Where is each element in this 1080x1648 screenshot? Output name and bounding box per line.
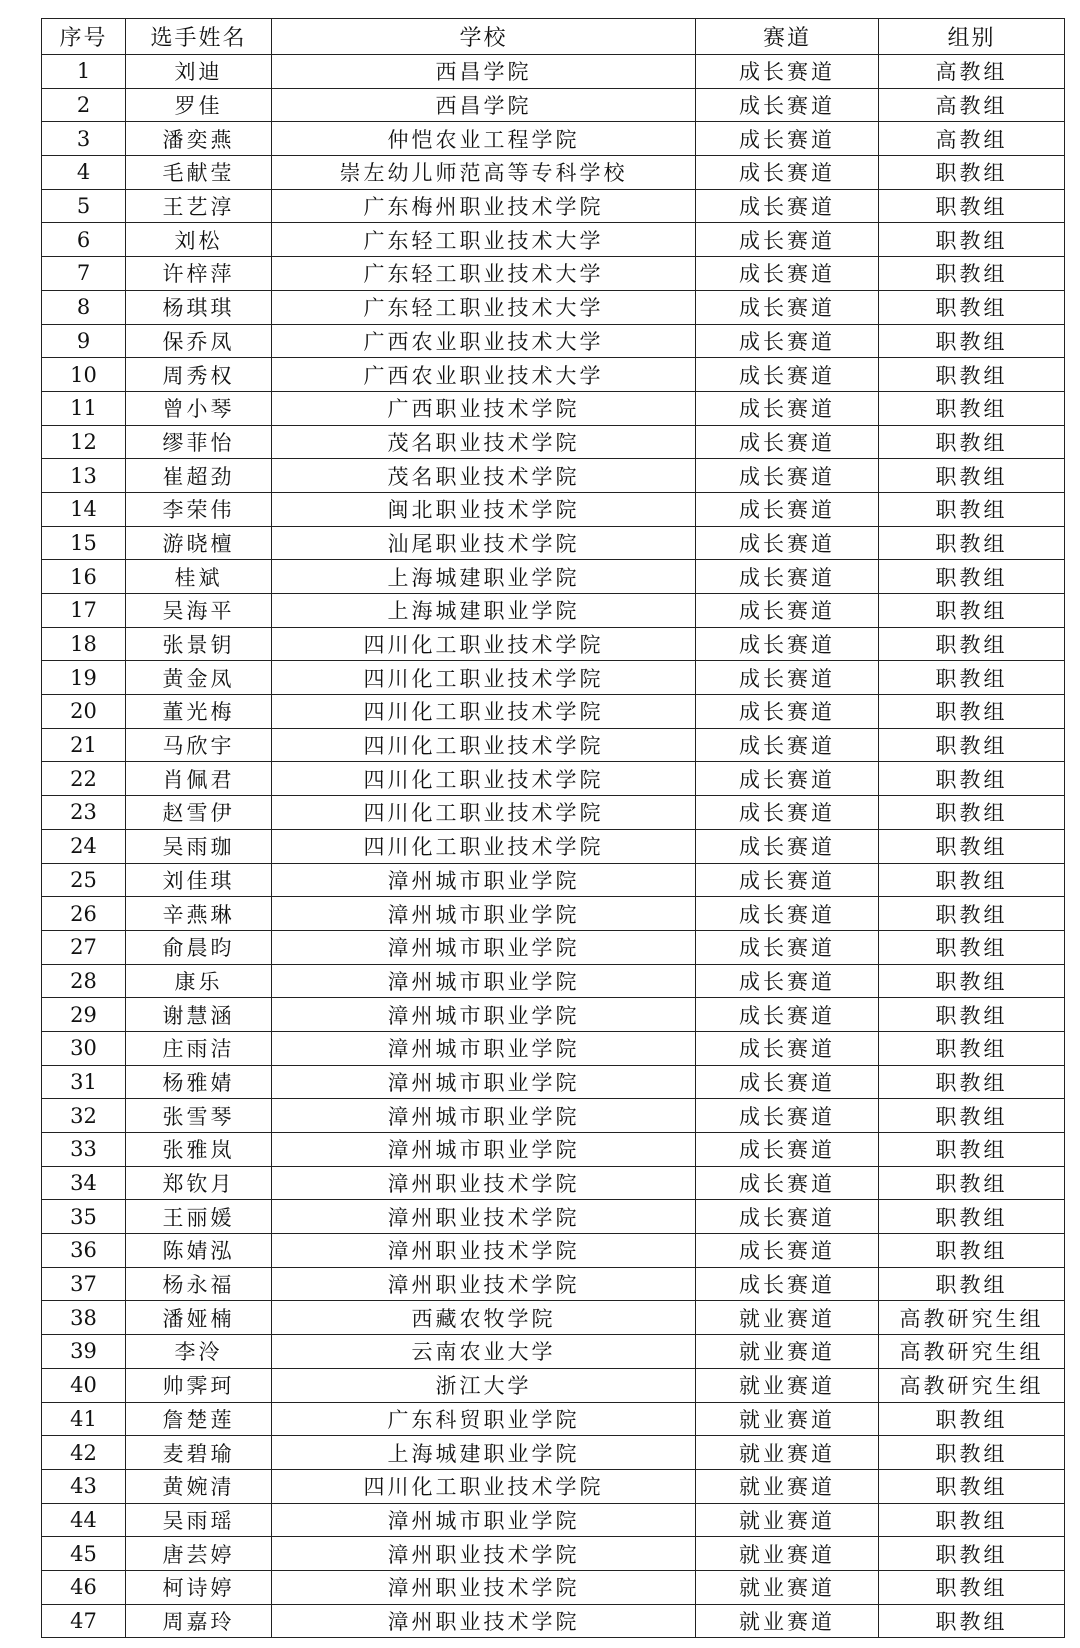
table-row: [42, 863, 1065, 897]
cell-school: 四川化工职业技术学院: [272, 1469, 696, 1503]
cell-track: 就业赛道: [696, 1402, 879, 1436]
table-row: [42, 1166, 1065, 1200]
cell-index: 25: [42, 863, 126, 897]
cell-index: 30: [42, 1031, 126, 1065]
cell-track: 就业赛道: [696, 1368, 879, 1402]
cell-index: 27: [42, 930, 126, 964]
table-row: [42, 560, 1065, 594]
cell-group: 职教组: [879, 796, 1065, 830]
cell-name: 赵雪伊: [126, 796, 272, 830]
cell-school: 漳州城市职业学院: [272, 998, 696, 1032]
cell-group: 职教组: [879, 156, 1065, 190]
cell-group: 职教组: [879, 661, 1065, 695]
cell-index: 39: [42, 1335, 126, 1369]
table-row: [42, 897, 1065, 931]
cell-track: 成长赛道: [696, 1267, 879, 1301]
cell-index: 1: [42, 55, 126, 89]
cell-group: 职教组: [879, 1570, 1065, 1604]
cell-name: 刘佳琪: [126, 863, 272, 897]
cell-index: 31: [42, 1065, 126, 1099]
cell-group: 职教组: [879, 930, 1065, 964]
cell-group: 职教组: [879, 324, 1065, 358]
table-row: [42, 661, 1065, 695]
cell-group: 职教组: [879, 1200, 1065, 1234]
cell-school: 广西农业职业技术大学: [272, 324, 696, 358]
table-row: [42, 796, 1065, 830]
cell-school: 四川化工职业技术学院: [272, 728, 696, 762]
cell-name: 帅霁珂: [126, 1368, 272, 1402]
cell-track: 就业赛道: [696, 1570, 879, 1604]
cell-track: 就业赛道: [696, 1503, 879, 1537]
cell-name: 王丽媛: [126, 1200, 272, 1234]
table-row: [42, 1200, 1065, 1234]
cell-track: 就业赛道: [696, 1335, 879, 1369]
table-row: [42, 425, 1065, 459]
cell-index: 24: [42, 829, 126, 863]
table-row: [42, 324, 1065, 358]
cell-index: 5: [42, 189, 126, 223]
cell-index: 34: [42, 1166, 126, 1200]
table-row: [42, 1099, 1065, 1133]
cell-track: 成长赛道: [696, 358, 879, 392]
cell-group: 职教组: [879, 391, 1065, 425]
cell-school: 漳州城市职业学院: [272, 964, 696, 998]
cell-school: 漳州职业技术学院: [272, 1234, 696, 1268]
cell-track: 成长赛道: [696, 863, 879, 897]
cell-name: 张雪琴: [126, 1099, 272, 1133]
cell-group: 高教研究生组: [879, 1301, 1065, 1335]
cell-group: 职教组: [879, 897, 1065, 931]
cell-school: 仲恺农业工程学院: [272, 122, 696, 156]
cell-school: 广西职业技术学院: [272, 391, 696, 425]
cell-name: 吴海平: [126, 594, 272, 628]
cell-group: 职教组: [879, 594, 1065, 628]
cell-name: 张雅岚: [126, 1133, 272, 1167]
cell-name: 郑钦月: [126, 1166, 272, 1200]
cell-group: 职教组: [879, 728, 1065, 762]
cell-school: 四川化工职业技术学院: [272, 829, 696, 863]
cell-name: 毛献莹: [126, 156, 272, 190]
cell-school: 崇左幼儿师范高等专科学校: [272, 156, 696, 190]
table-row: [42, 88, 1065, 122]
cell-name: 肖佩君: [126, 762, 272, 796]
cell-index: 42: [42, 1436, 126, 1470]
cell-track: 成长赛道: [696, 290, 879, 324]
cell-group: 职教组: [879, 863, 1065, 897]
cell-index: 44: [42, 1503, 126, 1537]
header-name: 选手姓名: [126, 19, 272, 55]
cell-index: 43: [42, 1469, 126, 1503]
cell-school: 西昌学院: [272, 55, 696, 89]
table-row: [42, 391, 1065, 425]
cell-name: 保乔凤: [126, 324, 272, 358]
cell-school: 四川化工职业技术学院: [272, 627, 696, 661]
cell-group: 职教组: [879, 1537, 1065, 1571]
cell-index: 2: [42, 88, 126, 122]
header-school: 学校: [272, 19, 696, 55]
cell-school: 四川化工职业技术学院: [272, 695, 696, 729]
cell-name: 李泠: [126, 1335, 272, 1369]
cell-group: 职教组: [879, 1166, 1065, 1200]
cell-group: 职教组: [879, 627, 1065, 661]
cell-group: 职教组: [879, 1031, 1065, 1065]
cell-index: 6: [42, 223, 126, 257]
cell-school: 茂名职业技术学院: [272, 459, 696, 493]
cell-school: 漳州城市职业学院: [272, 1133, 696, 1167]
cell-school: 广东科贸职业学院: [272, 1402, 696, 1436]
table-row: [42, 728, 1065, 762]
cell-school: 漳州职业技术学院: [272, 1166, 696, 1200]
cell-index: 4: [42, 156, 126, 190]
cell-school: 漳州城市职业学院: [272, 1065, 696, 1099]
cell-track: 成长赛道: [696, 122, 879, 156]
cell-school: 漳州城市职业学院: [272, 1503, 696, 1537]
table-row: [42, 1604, 1065, 1638]
cell-name: 许梓萍: [126, 257, 272, 291]
cell-name: 董光梅: [126, 695, 272, 729]
cell-track: 成长赛道: [696, 55, 879, 89]
cell-name: 罗佳: [126, 88, 272, 122]
cell-group: 职教组: [879, 695, 1065, 729]
cell-group: 职教组: [879, 358, 1065, 392]
cell-track: 成长赛道: [696, 88, 879, 122]
cell-track: 成长赛道: [696, 189, 879, 223]
header-group: 组别: [879, 19, 1065, 55]
table-row: [42, 122, 1065, 156]
cell-group: 职教组: [879, 762, 1065, 796]
cell-school: 广东梅州职业技术学院: [272, 189, 696, 223]
cell-school: 漳州城市职业学院: [272, 1099, 696, 1133]
cell-index: 21: [42, 728, 126, 762]
table-row: [42, 526, 1065, 560]
cell-index: 38: [42, 1301, 126, 1335]
cell-name: 俞晨昀: [126, 930, 272, 964]
cell-track: 成长赛道: [696, 1099, 879, 1133]
cell-group: 职教组: [879, 189, 1065, 223]
cell-track: 成长赛道: [696, 661, 879, 695]
cell-track: 成长赛道: [696, 1065, 879, 1099]
cell-school: 广西农业职业技术大学: [272, 358, 696, 392]
cell-name: 陈婧泓: [126, 1234, 272, 1268]
cell-school: 漳州职业技术学院: [272, 1267, 696, 1301]
cell-track: 成长赛道: [696, 257, 879, 291]
cell-school: 漳州职业技术学院: [272, 1200, 696, 1234]
cell-track: 成长赛道: [696, 526, 879, 560]
table-row: [42, 1065, 1065, 1099]
table-row: [42, 964, 1065, 998]
table-row: [42, 1402, 1065, 1436]
cell-school: 上海城建职业学院: [272, 1436, 696, 1470]
cell-index: 23: [42, 796, 126, 830]
cell-name: 辛燕琳: [126, 897, 272, 931]
cell-school: 云南农业大学: [272, 1335, 696, 1369]
table-row: [42, 492, 1065, 526]
table-row: [42, 223, 1065, 257]
cell-school: 闽北职业技术学院: [272, 492, 696, 526]
cell-track: 成长赛道: [696, 1166, 879, 1200]
cell-index: 9: [42, 324, 126, 358]
cell-track: 成长赛道: [696, 391, 879, 425]
cell-index: 40: [42, 1368, 126, 1402]
cell-index: 20: [42, 695, 126, 729]
cell-index: 16: [42, 560, 126, 594]
cell-index: 14: [42, 492, 126, 526]
cell-school: 漳州职业技术学院: [272, 1570, 696, 1604]
table-row: [42, 1234, 1065, 1268]
cell-track: 成长赛道: [696, 156, 879, 190]
cell-index: 3: [42, 122, 126, 156]
cell-school: 上海城建职业学院: [272, 594, 696, 628]
cell-group: 高教组: [879, 55, 1065, 89]
cell-name: 张景钥: [126, 627, 272, 661]
cell-index: 28: [42, 964, 126, 998]
cell-group: 职教组: [879, 1267, 1065, 1301]
table-row: [42, 762, 1065, 796]
cell-name: 麦碧瑜: [126, 1436, 272, 1470]
table-row: [42, 1301, 1065, 1335]
cell-track: 成长赛道: [696, 829, 879, 863]
cell-track: 成长赛道: [696, 459, 879, 493]
cell-track: 成长赛道: [696, 425, 879, 459]
cell-index: 19: [42, 661, 126, 695]
cell-school: 广东轻工职业技术大学: [272, 223, 696, 257]
table-row: [42, 829, 1065, 863]
cell-track: 就业赛道: [696, 1469, 879, 1503]
cell-track: 成长赛道: [696, 930, 879, 964]
cell-track: 成长赛道: [696, 492, 879, 526]
table-row: [42, 930, 1065, 964]
cell-name: 杨琪琪: [126, 290, 272, 324]
table-row: [42, 695, 1065, 729]
cell-track: 成长赛道: [696, 1200, 879, 1234]
cell-index: 10: [42, 358, 126, 392]
cell-group: 职教组: [879, 1469, 1065, 1503]
table-row: [42, 1133, 1065, 1167]
cell-track: 就业赛道: [696, 1301, 879, 1335]
cell-index: 26: [42, 897, 126, 931]
cell-group: 职教组: [879, 829, 1065, 863]
cell-track: 就业赛道: [696, 1537, 879, 1571]
cell-index: 41: [42, 1402, 126, 1436]
cell-school: 广东轻工职业技术大学: [272, 257, 696, 291]
cell-index: 45: [42, 1537, 126, 1571]
cell-index: 33: [42, 1133, 126, 1167]
cell-group: 职教组: [879, 560, 1065, 594]
table-row: [42, 1469, 1065, 1503]
header-row: [42, 19, 1065, 55]
cell-track: 成长赛道: [696, 964, 879, 998]
table-row: [42, 1335, 1065, 1369]
cell-group: 职教组: [879, 964, 1065, 998]
cell-index: 32: [42, 1099, 126, 1133]
cell-index: 46: [42, 1570, 126, 1604]
cell-index: 7: [42, 257, 126, 291]
cell-index: 15: [42, 526, 126, 560]
cell-track: 成长赛道: [696, 762, 879, 796]
table-row: [42, 1368, 1065, 1402]
document-page: [41, 18, 1064, 1638]
cell-school: 漳州城市职业学院: [272, 863, 696, 897]
cell-name: 曾小琴: [126, 391, 272, 425]
cell-school: 茂名职业技术学院: [272, 425, 696, 459]
table-row: [42, 1503, 1065, 1537]
table-row: [42, 1436, 1065, 1470]
cell-group: 职教组: [879, 526, 1065, 560]
cell-name: 潘娅楠: [126, 1301, 272, 1335]
cell-track: 成长赛道: [696, 627, 879, 661]
cell-group: 职教组: [879, 1065, 1065, 1099]
cell-group: 职教组: [879, 1503, 1065, 1537]
cell-school: 广东轻工职业技术大学: [272, 290, 696, 324]
table-header: [42, 19, 1065, 55]
table-row: [42, 627, 1065, 661]
cell-track: 成长赛道: [696, 594, 879, 628]
cell-school: 上海城建职业学院: [272, 560, 696, 594]
cell-index: 11: [42, 391, 126, 425]
cell-index: 36: [42, 1234, 126, 1268]
cell-track: 成长赛道: [696, 796, 879, 830]
cell-group: 职教组: [879, 1436, 1065, 1470]
cell-group: 高教研究生组: [879, 1368, 1065, 1402]
table-row: [42, 290, 1065, 324]
cell-group: 高教组: [879, 88, 1065, 122]
cell-index: 22: [42, 762, 126, 796]
table-row: [42, 594, 1065, 628]
cell-group: 职教组: [879, 1604, 1065, 1638]
cell-name: 王艺淳: [126, 189, 272, 223]
cell-track: 成长赛道: [696, 998, 879, 1032]
cell-track: 成长赛道: [696, 728, 879, 762]
cell-track: 成长赛道: [696, 695, 879, 729]
cell-name: 唐芸婷: [126, 1537, 272, 1571]
cell-school: 漳州职业技术学院: [272, 1604, 696, 1638]
cell-track: 成长赛道: [696, 560, 879, 594]
cell-school: 西昌学院: [272, 88, 696, 122]
cell-school: 漳州职业技术学院: [272, 1537, 696, 1571]
cell-group: 职教组: [879, 459, 1065, 493]
table-row: [42, 459, 1065, 493]
cell-school: 漳州城市职业学院: [272, 930, 696, 964]
cell-track: 成长赛道: [696, 1234, 879, 1268]
table-row: [42, 189, 1065, 223]
cell-index: 29: [42, 998, 126, 1032]
cell-index: 13: [42, 459, 126, 493]
cell-name: 缪菲怡: [126, 425, 272, 459]
cell-group: 职教组: [879, 223, 1065, 257]
cell-school: 汕尾职业技术学院: [272, 526, 696, 560]
cell-name: 刘迪: [126, 55, 272, 89]
header-track: 赛道: [696, 19, 879, 55]
cell-group: 职教组: [879, 1234, 1065, 1268]
cell-group: 高教组: [879, 122, 1065, 156]
table-row: [42, 1031, 1065, 1065]
cell-name: 杨雅婧: [126, 1065, 272, 1099]
cell-track: 就业赛道: [696, 1436, 879, 1470]
cell-school: 四川化工职业技术学院: [272, 796, 696, 830]
cell-group: 职教组: [879, 492, 1065, 526]
table-body: [42, 55, 1065, 1638]
table-row: [42, 358, 1065, 392]
cell-index: 18: [42, 627, 126, 661]
cell-track: 成长赛道: [696, 1133, 879, 1167]
cell-index: 17: [42, 594, 126, 628]
cell-school: 漳州城市职业学院: [272, 1031, 696, 1065]
cell-name: 潘奕燕: [126, 122, 272, 156]
cell-name: 谢慧涵: [126, 998, 272, 1032]
cell-school: 西藏农牧学院: [272, 1301, 696, 1335]
cell-index: 47: [42, 1604, 126, 1638]
cell-name: 游晓檀: [126, 526, 272, 560]
table-row: [42, 55, 1065, 89]
cell-name: 黄婉清: [126, 1469, 272, 1503]
cell-group: 职教组: [879, 998, 1065, 1032]
cell-name: 詹楚莲: [126, 1402, 272, 1436]
cell-name: 康乐: [126, 964, 272, 998]
table-row: [42, 156, 1065, 190]
cell-name: 马欣宇: [126, 728, 272, 762]
table-row: [42, 1570, 1065, 1604]
cell-group: 职教组: [879, 1099, 1065, 1133]
cell-name: 李荣伟: [126, 492, 272, 526]
cell-name: 柯诗婷: [126, 1570, 272, 1604]
cell-group: 职教组: [879, 290, 1065, 324]
cell-index: 37: [42, 1267, 126, 1301]
table-row: [42, 1267, 1065, 1301]
cell-name: 周嘉玲: [126, 1604, 272, 1638]
cell-name: 崔超劲: [126, 459, 272, 493]
cell-group: 职教组: [879, 1133, 1065, 1167]
cell-group: 职教组: [879, 425, 1065, 459]
cell-school: 四川化工职业技术学院: [272, 762, 696, 796]
cell-name: 刘松: [126, 223, 272, 257]
cell-track: 就业赛道: [696, 1604, 879, 1638]
cell-index: 8: [42, 290, 126, 324]
cell-group: 职教组: [879, 257, 1065, 291]
table-row: [42, 257, 1065, 291]
cell-name: 吴雨珈: [126, 829, 272, 863]
cell-school: 四川化工职业技术学院: [272, 661, 696, 695]
cell-school: 浙江大学: [272, 1368, 696, 1402]
table-row: [42, 998, 1065, 1032]
cell-name: 桂斌: [126, 560, 272, 594]
cell-index: 12: [42, 425, 126, 459]
cell-track: 成长赛道: [696, 223, 879, 257]
table-row: [42, 1537, 1065, 1571]
cell-name: 周秀权: [126, 358, 272, 392]
cell-group: 职教组: [879, 1402, 1065, 1436]
cell-index: 35: [42, 1200, 126, 1234]
cell-group: 高教研究生组: [879, 1335, 1065, 1369]
cell-name: 杨永福: [126, 1267, 272, 1301]
cell-track: 成长赛道: [696, 1031, 879, 1065]
contestant-table: [41, 18, 1065, 1638]
cell-name: 黄金凤: [126, 661, 272, 695]
cell-school: 漳州城市职业学院: [272, 897, 696, 931]
cell-name: 吴雨瑶: [126, 1503, 272, 1537]
header-index: 序号: [42, 19, 126, 55]
cell-track: 成长赛道: [696, 897, 879, 931]
cell-name: 庄雨洁: [126, 1031, 272, 1065]
cell-track: 成长赛道: [696, 324, 879, 358]
